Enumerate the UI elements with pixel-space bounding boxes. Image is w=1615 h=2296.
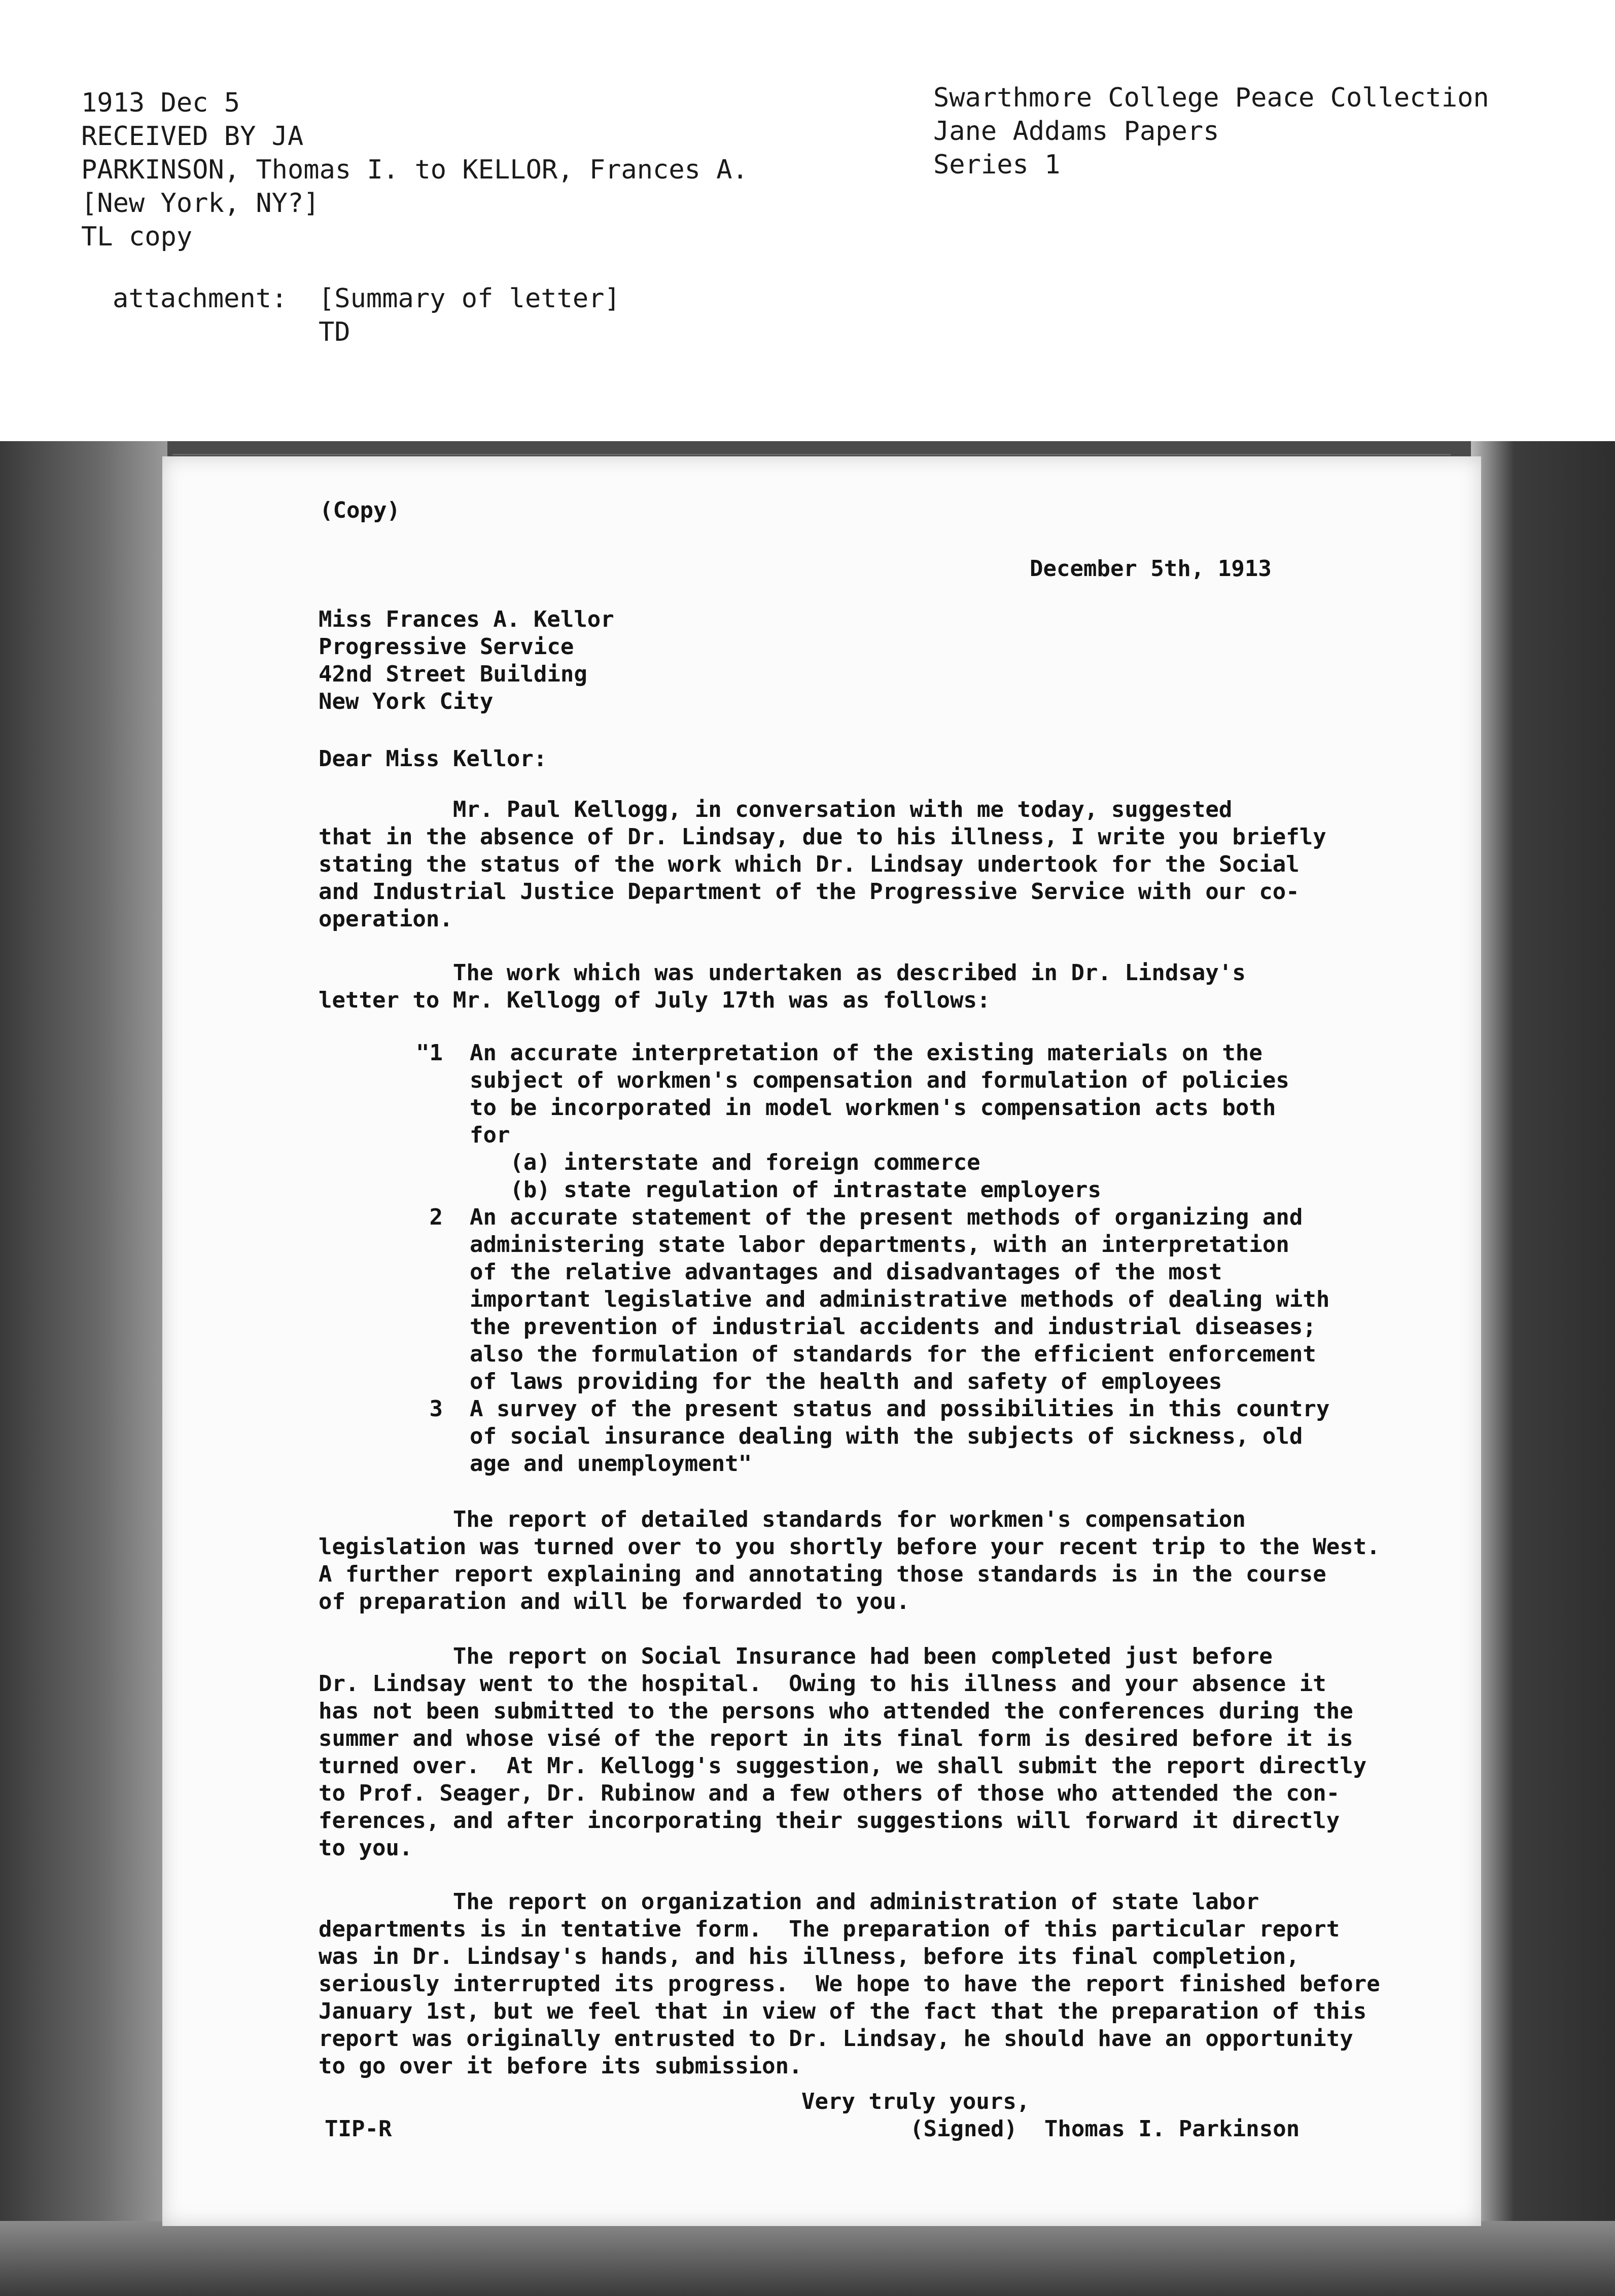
recipient-address: [319, 606, 614, 715]
paragraph-1: [319, 796, 1326, 933]
list-item-line: 2 An accurate statement of the present methods of organizing and: [416, 1204, 1303, 1230]
attachment-line: [Summary of letter]: [319, 283, 620, 314]
paragraph-2: [319, 959, 1246, 1014]
typist-initials: TIP-R: [325, 2116, 392, 2142]
paragraph-line: to go over it before its submission.: [319, 2053, 802, 2079]
list-item-line: (a) interstate and foreign commerce: [416, 1150, 980, 1175]
scan-edge-right: [1471, 441, 1615, 2296]
paragraph-line: stating the status of the work which Dr. Lindsay undertook for the Social: [319, 851, 1300, 877]
work-items-list: [416, 1039, 1329, 1478]
list-item-line: administering state labor departments, with an interpretation: [416, 1232, 1289, 1258]
paragraph-line: The work which was undertaken as described in Dr. Lindsay's: [319, 960, 1246, 986]
paragraph-line: operation.: [319, 906, 453, 932]
paragraph-line: seriously interrupted its progress. We hope to have the report finished before: [319, 1971, 1380, 1997]
paragraph-line: January 1st, but we feel that in view of the fact that the preparation of this: [319, 1998, 1367, 2024]
paragraph-3: [319, 1506, 1380, 1616]
paragraph-line: departments is in tentative form. The preparation of this particular report: [319, 1916, 1340, 1942]
paragraph-line: Mr. Paul Kellogg, in conversation with me today, suggested: [319, 797, 1233, 822]
paragraph-line: Dr. Lindsay went to the hospital. Owing to his illness and your absence it: [319, 1671, 1326, 1697]
paragraph-line: of preparation and will be forwarded to you.: [319, 1589, 910, 1615]
header-left-line: TL copy: [81, 222, 193, 252]
paragraph-line: to Prof. Seager, Dr. Rubinow and a few others of those who attended the con-: [319, 1780, 1340, 1806]
signature: (Signed) Thomas I. Parkinson: [910, 2116, 1300, 2142]
paragraph-line: turned over. At Mr. Kellogg's suggestion, we shall submit the report directly: [319, 1753, 1367, 1779]
list-item-line: of the relative advantages and disadvantages of the most: [416, 1259, 1222, 1285]
archival-header-left: [81, 86, 748, 254]
list-item-line: of social insurance dealing with the subjects of sickness, old: [416, 1423, 1303, 1449]
paragraph-5: [319, 1888, 1380, 2080]
page-top-edge: [172, 454, 1451, 455]
header-left-line: PARKINSON, Thomas I. to KELLOR, Frances A.: [81, 155, 748, 185]
paragraph-line: was in Dr. Lindsay's hands, and his illness, before its final completion,: [319, 1944, 1300, 1969]
address-line: New York City: [319, 689, 494, 714]
paragraph-line: ferences, and after incorporating their suggestions will forward it directly: [319, 1808, 1340, 1834]
list-item-line: "1 An accurate interpretation of the existing materials on the: [416, 1040, 1262, 1066]
scan-edge-bottom: [0, 2221, 1615, 2296]
list-item-line: important legislative and administrative methods of dealing with: [416, 1286, 1330, 1312]
attachment-value: [319, 282, 620, 349]
paragraph-line: summer and whose visé of the report in its final form is desired before it is: [319, 1726, 1353, 1751]
list-item-line: 3 A survey of the present status and possibilities in this country: [416, 1396, 1330, 1422]
paragraph-line: legislation was turned over to you shortly before your recent trip to the West.: [319, 1534, 1380, 1560]
paragraph-line: to you.: [319, 1835, 413, 1861]
attachment-line: TD: [319, 317, 350, 347]
list-item-line: to be incorporated in model workmen's compensation acts both: [416, 1095, 1276, 1121]
paragraph-line: The report on organization and administration of state labor: [319, 1889, 1259, 1915]
list-item-line: (b) state regulation of intrastate employers: [416, 1177, 1102, 1203]
paragraph-line: that in the absence of Dr. Lindsay, due to his illness, I write you briefly: [319, 824, 1326, 850]
header-right-line: Series 1: [933, 150, 1061, 180]
archival-header-right: [933, 81, 1489, 182]
list-item-line: subject of workmen's compensation and formulation of policies: [416, 1067, 1289, 1093]
copy-label: (Copy): [320, 497, 400, 523]
list-item-line: of laws providing for the health and safety of employees: [416, 1369, 1222, 1394]
paragraph-line: letter to Mr. Kellogg of July 17th was as follows:: [319, 987, 991, 1013]
header-right-line: Jane Addams Papers: [933, 116, 1219, 147]
salutation: Dear Miss Kellor:: [319, 746, 547, 772]
address-line: Miss Frances A. Kellor: [319, 606, 614, 632]
attachment-label: attachment:: [113, 283, 288, 314]
paragraph-line: has not been submitted to the persons who attended the conferences during the: [319, 1698, 1353, 1724]
address-line: Progressive Service: [319, 634, 574, 660]
list-item-line: for: [416, 1122, 510, 1148]
closing: Very truly yours,: [801, 2089, 1030, 2114]
paragraph-line: The report of detailed standards for workmen's compensation: [319, 1506, 1246, 1532]
paragraph-line: report was originally entrusted to Dr. Lindsay, he should have an opportunity: [319, 2026, 1353, 2052]
list-item-line: also the formulation of standards for the efficient enforcement: [416, 1341, 1316, 1367]
header-left-line: 1913 Dec 5: [81, 88, 240, 118]
list-item-line: age and unemployment": [416, 1451, 752, 1477]
header-left-line: [New York, NY?]: [81, 188, 320, 219]
letter-date: December 5th, 1913: [1030, 556, 1272, 582]
scan-edge-left: [0, 441, 167, 2296]
address-line: 42nd Street Building: [319, 661, 587, 687]
header-right-line: Swarthmore College Peace Collection: [933, 83, 1489, 113]
paragraph-line: A further report explaining and annotating those standards is in the course: [319, 1561, 1326, 1587]
list-item-line: the prevention of industrial accidents and industrial diseases;: [416, 1314, 1316, 1340]
header-left-line: RECEIVED BY JA: [81, 121, 304, 152]
paragraph-line: The report on Social Insurance had been completed just before: [319, 1643, 1273, 1669]
paragraph-line: and Industrial Justice Department of the Progressive Service with our co-: [319, 879, 1300, 905]
paragraph-4: [319, 1643, 1366, 1862]
